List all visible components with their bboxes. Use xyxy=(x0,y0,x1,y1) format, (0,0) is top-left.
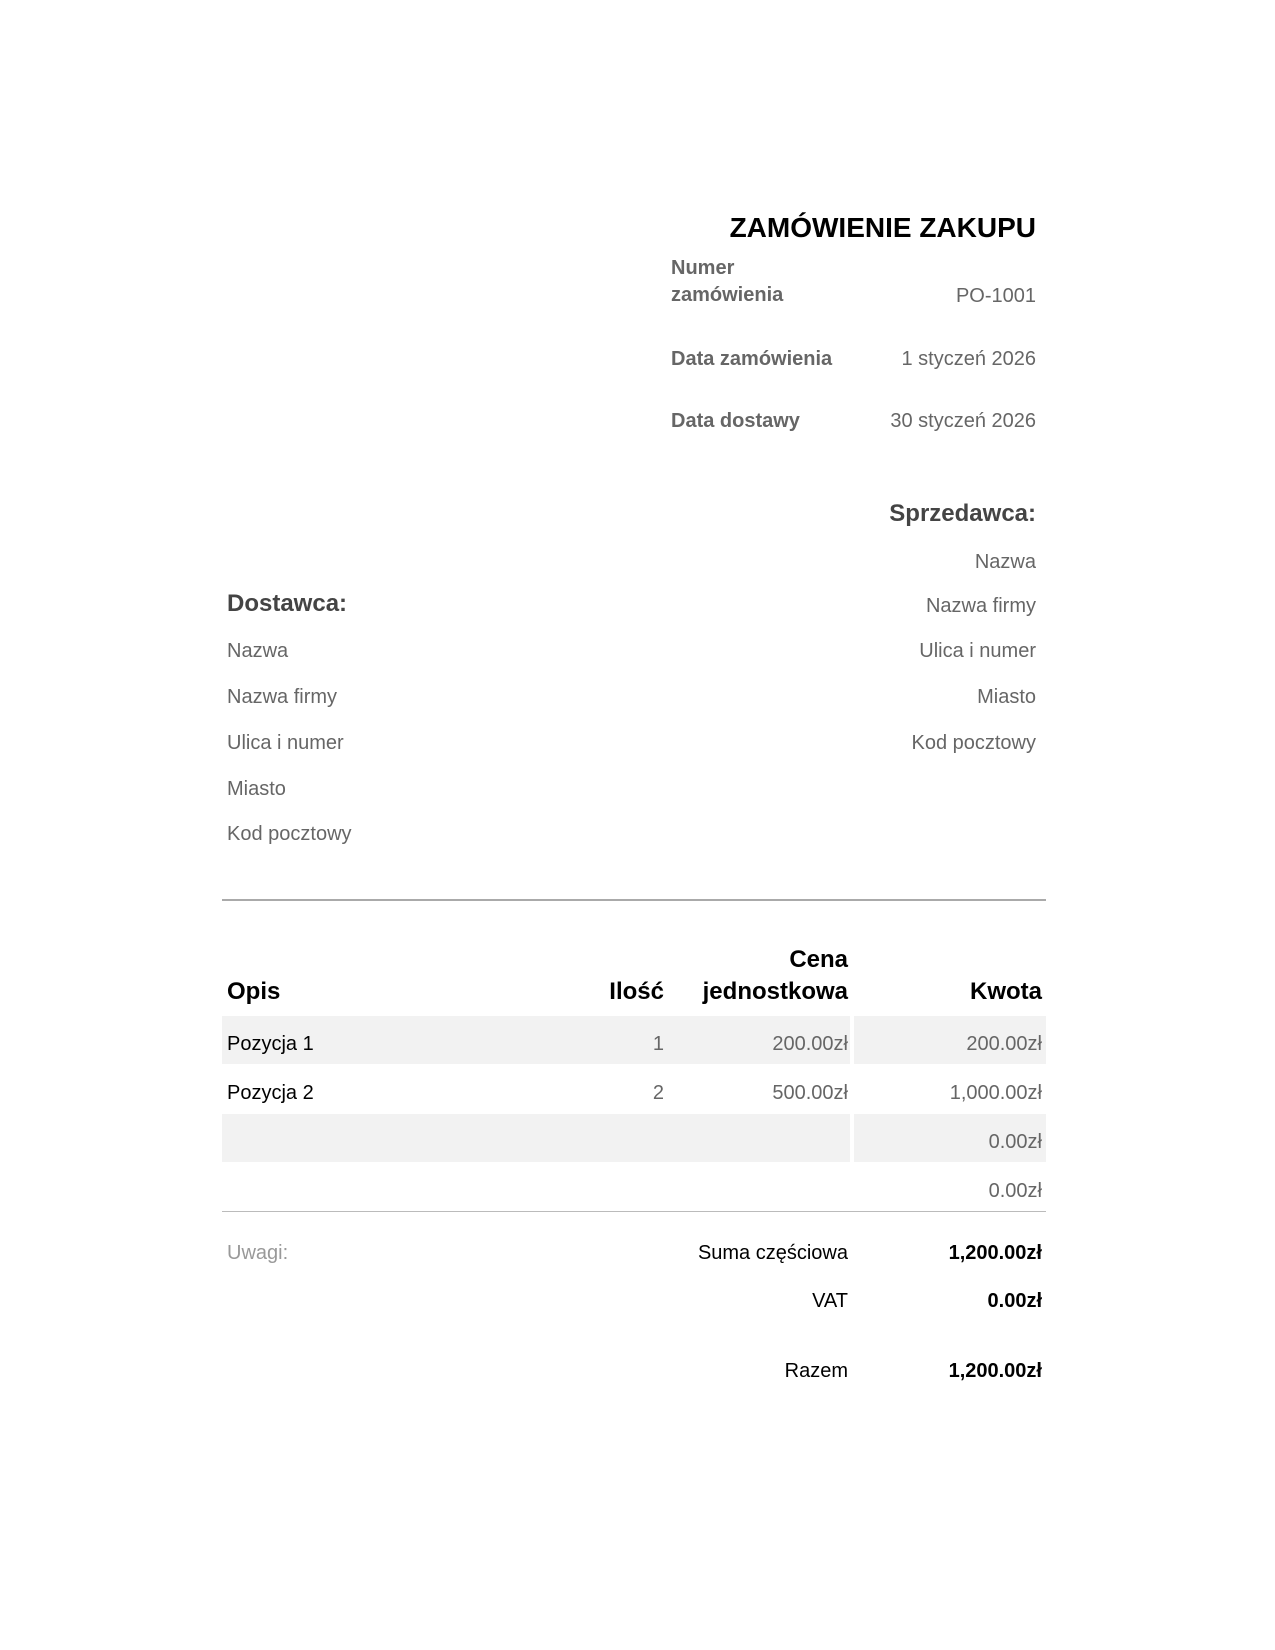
supplier-postal-code: Kod pocztowy xyxy=(227,823,352,845)
row-3-amount: 0.00zł xyxy=(988,1131,1042,1153)
row-1-amount: 200.00zł xyxy=(966,1033,1042,1055)
row-1-unit-price: 200.00zł xyxy=(772,1033,848,1055)
seller-street: Ulica i numer xyxy=(919,640,1036,662)
section-divider xyxy=(222,899,1046,901)
total-value: 1,200.00zł xyxy=(948,1360,1042,1382)
row-2-unit-price: 500.00zł xyxy=(772,1082,848,1104)
vat-label: VAT xyxy=(812,1290,848,1312)
order-date-value: 1 styczeń 2026 xyxy=(901,348,1036,370)
subtotal-value: 1,200.00zł xyxy=(948,1242,1042,1264)
header-quantity: Ilość xyxy=(609,978,664,1005)
delivery-date-value: 30 styczeń 2026 xyxy=(890,410,1036,432)
document-title: ZAMÓWIENIE ZAKUPU xyxy=(729,212,1036,243)
supplier-street: Ulica i numer xyxy=(227,732,344,754)
order-number-value: PO-1001 xyxy=(955,285,1036,307)
supplier-name: Nazwa xyxy=(227,640,289,662)
row-2-quantity: 2 xyxy=(652,1082,664,1104)
seller-postal-code: Kod pocztowy xyxy=(911,732,1036,754)
row-1-description: Pozycja 1 xyxy=(227,1033,314,1055)
header-description: Opis xyxy=(227,978,281,1005)
order-date-label: Data zamówienia xyxy=(671,348,833,370)
subtotal-label: Suma częściowa xyxy=(697,1242,848,1264)
seller-company: Nazwa firmy xyxy=(925,595,1036,617)
header-amount: Kwota xyxy=(970,978,1042,1005)
seller-heading: Sprzedawca: xyxy=(889,500,1036,527)
supplier-company: Nazwa firmy xyxy=(227,686,338,708)
supplier-heading: Dostawca: xyxy=(227,590,348,617)
delivery-date-label: Data dostawy xyxy=(671,410,800,432)
vat-value: 0.00zł xyxy=(987,1290,1042,1312)
row-2-description: Pozycja 2 xyxy=(227,1082,314,1104)
total-label: Razem xyxy=(784,1360,848,1382)
supplier-city: Miasto xyxy=(227,778,286,800)
seller-city: Miasto xyxy=(977,686,1036,708)
row-1-quantity: 1 xyxy=(652,1033,664,1055)
row-4-amount: 0.00zł xyxy=(988,1180,1042,1202)
header-unit-price: Cena jednostkowa xyxy=(702,946,848,1005)
notes-label: Uwagi: xyxy=(227,1242,289,1264)
table-bottom-rule xyxy=(222,1211,1046,1212)
seller-name: Nazwa xyxy=(974,551,1036,573)
order-number-label: Numer zamówienia xyxy=(671,257,784,306)
row-2-amount: 1,000.00zł xyxy=(949,1082,1042,1104)
